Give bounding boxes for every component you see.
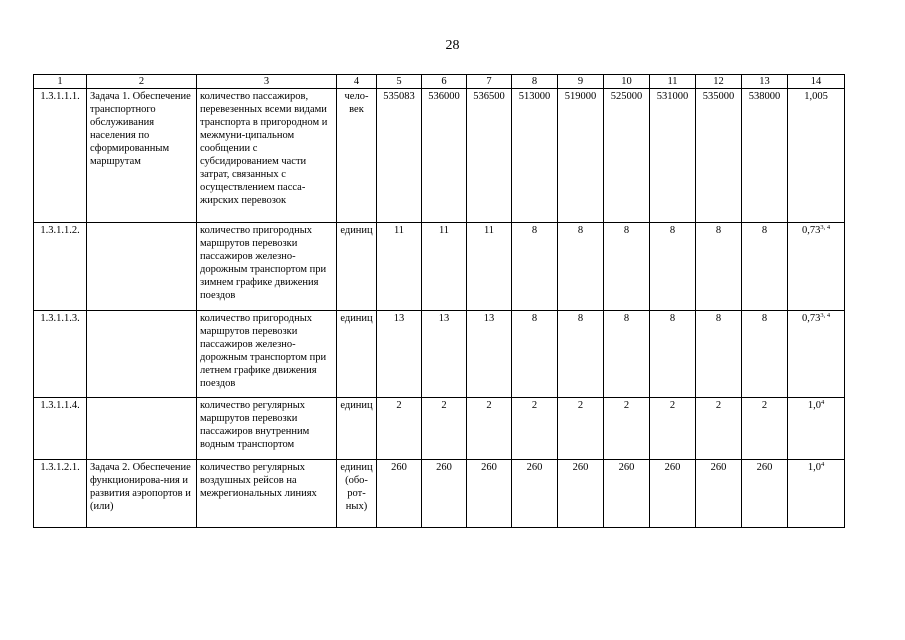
ratio-cell (788, 223, 845, 311)
col-header: 14 (788, 75, 845, 89)
value-cell: 260 (377, 460, 422, 528)
col-header: 2 (87, 75, 197, 89)
value-cell: 13 (467, 311, 512, 398)
value-cell: 536500 (467, 89, 512, 223)
value-cell: 2 (422, 398, 467, 460)
value-cell: 11 (467, 223, 512, 311)
value-cell: 260 (604, 460, 650, 528)
unit-cell: единиц (337, 311, 377, 398)
col-header: 13 (742, 75, 788, 89)
value-cell: 8 (742, 223, 788, 311)
value-cell: 535000 (696, 89, 742, 223)
value-cell: 536000 (422, 89, 467, 223)
value-cell: 8 (604, 223, 650, 311)
indicator-cell: количество регулярных маршрутов перевозки пассажиров внутренним водным транспортом (197, 398, 337, 460)
ratio-value: 1,0 (807, 400, 821, 411)
col-header: 1 (34, 75, 87, 89)
col-header: 3 (197, 75, 337, 89)
indicator-cell: количество пассажиров, перевезенных всеми видами транспорта в пригородном и межмуни-ципальном сообщении с субсидированием части затрат, связанных с осуществлением пасса-жирских перевозок (197, 89, 337, 223)
ratio-footnote: 4 (820, 399, 825, 406)
value-cell: 513000 (512, 89, 558, 223)
unit-cell: единиц (337, 223, 377, 311)
ratio-value: 1,005 (804, 91, 828, 102)
ratio-value: 1,0 (807, 462, 821, 473)
task-cell (87, 311, 197, 398)
ratio-cell (788, 460, 845, 528)
ratio-footnote: 4 (820, 461, 825, 468)
value-cell: 8 (650, 223, 696, 311)
value-cell: 535083 (377, 89, 422, 223)
value-cell: 8 (650, 311, 696, 398)
row-code: 1.3.1.1.3. (34, 311, 87, 398)
value-cell: 525000 (604, 89, 650, 223)
value-cell: 260 (558, 460, 604, 528)
task-cell (87, 398, 197, 460)
unit-cell: чело-век (337, 89, 377, 223)
value-cell: 260 (650, 460, 696, 528)
table-row (34, 311, 845, 398)
value-cell: 260 (742, 460, 788, 528)
header-row (34, 75, 845, 89)
row-code: 1.3.1.2.1. (34, 460, 87, 528)
value-cell: 8 (696, 223, 742, 311)
value-cell: 13 (422, 311, 467, 398)
value-cell: 8 (604, 311, 650, 398)
value-cell: 538000 (742, 89, 788, 223)
task-cell: Задача 2. Обеспечение функционирова-ния и развития аэропортов и (или) (87, 460, 197, 528)
col-header: 11 (650, 75, 696, 89)
value-cell: 8 (742, 311, 788, 398)
value-cell: 2 (650, 398, 696, 460)
unit-cell: единиц (обо-рот-ных) (337, 460, 377, 528)
col-header: 9 (558, 75, 604, 89)
value-cell: 8 (696, 311, 742, 398)
col-header: 7 (467, 75, 512, 89)
value-cell: 519000 (558, 89, 604, 223)
value-cell: 2 (467, 398, 512, 460)
indicator-cell: количество пригородных маршрутов перевозки пассажиров железно-дорожным транспортом при летнем графике движения поездов (197, 311, 337, 398)
ratio-cell (788, 89, 845, 223)
indicator-cell: количество пригородных маршрутов перевозки пассажиров железно-дорожным транспортом при зимнем графике движения поездов (197, 223, 337, 311)
value-cell: 11 (377, 223, 422, 311)
ratio-cell (788, 398, 845, 460)
value-cell: 8 (512, 223, 558, 311)
indicators-table (33, 74, 845, 528)
table-row (34, 460, 845, 528)
col-header: 4 (337, 75, 377, 89)
col-header: 6 (422, 75, 467, 89)
table-row (34, 223, 845, 311)
col-header: 8 (512, 75, 558, 89)
value-cell: 2 (558, 398, 604, 460)
row-code: 1.3.1.1.2. (34, 223, 87, 311)
table-row (34, 89, 845, 223)
col-header: 5 (377, 75, 422, 89)
row-code: 1.3.1.1.4. (34, 398, 87, 460)
value-cell: 2 (512, 398, 558, 460)
value-cell: 8 (512, 311, 558, 398)
value-cell: 260 (512, 460, 558, 528)
row-code: 1.3.1.1.1. (34, 89, 87, 223)
ratio-value: 0,73 (801, 313, 821, 324)
page-number: 28 (445, 38, 460, 53)
value-cell: 2 (377, 398, 422, 460)
value-cell: 8 (558, 223, 604, 311)
value-cell: 260 (422, 460, 467, 528)
value-cell: 2 (742, 398, 788, 460)
col-header: 12 (696, 75, 742, 89)
table-row (34, 398, 845, 460)
value-cell: 260 (696, 460, 742, 528)
value-cell: 13 (377, 311, 422, 398)
value-cell: 11 (422, 223, 467, 311)
col-header: 10 (604, 75, 650, 89)
ratio-footnote: 3, 4 (820, 312, 831, 319)
ratio-value: 0,73 (801, 225, 821, 236)
task-cell: Задача 1. Обеспечение транспортного обслуживания населения по сформированным маршрутам (87, 89, 197, 223)
value-cell: 8 (558, 311, 604, 398)
indicator-cell: количество регулярных воздушных рейсов на межрегиональных линиях (197, 460, 337, 528)
task-cell (87, 223, 197, 311)
ratio-footnote: 3, 4 (820, 224, 831, 231)
unit-cell: единиц (337, 398, 377, 460)
value-cell: 531000 (650, 89, 696, 223)
value-cell: 260 (467, 460, 512, 528)
ratio-cell (788, 311, 845, 398)
value-cell: 2 (604, 398, 650, 460)
value-cell: 2 (696, 398, 742, 460)
